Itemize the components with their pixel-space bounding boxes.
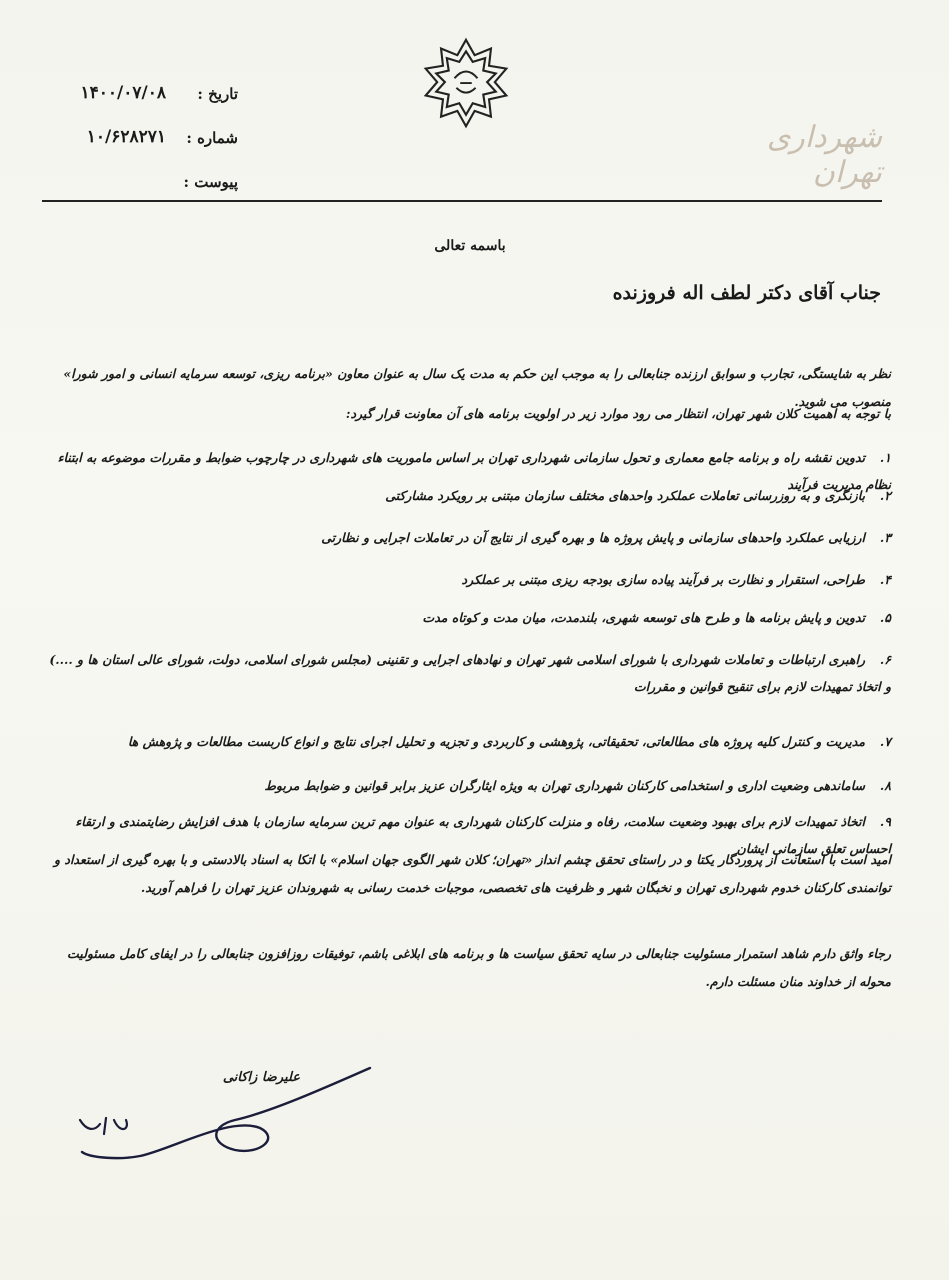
list-item: ۹.اتخاذ تمهیدات لازم برای بهبود وضعیت سلامت، رفاه و منزلت کارکنان شهرداری به عنوان مهم ترین سرمایه سازمان با هدف افزایش رضایتمندی و ارتقاء احساس تعلق سازمانی ایشان bbox=[75, 814, 891, 856]
hope-paragraph: امید است با استعانت از پروردگار یکتا و در راستای تحقق چشم انداز «تهران؛ کلان شهر الگوی جهان اسلام» با اتکا به اسناد بالادستی و با بهره گیری از استعداد و توانمندی کارکنان خدوم شهرداری تهران و نخبگان شهر و ظرفیت های تخصصی، موجبات خدمت رسانی به شهروندان عزیز تهران را فراهم آورید. bbox=[54, 852, 891, 895]
list-item: ۶.راهبری ارتباطات و تعاملات شهرداری با شورای اسلامی شهر تهران و نهادهای اجرایی و تقنینی (مجلس شورای اسلامی، دولت، شورای عالی استان ها و ....) و اتخاذ تمهیدات لازم برای تنقیح قوانین و مقررات bbox=[49, 652, 891, 694]
header-divider bbox=[42, 200, 882, 202]
intro-paragraph: نظر به شایستگی، تجارب و سوابق ارزنده جنابعالی را به موجب این حکم به مدت یک سال به عنوان معاون «برنامه ریزی، توسعه سرمایه انسانی و امور شورا» منصوب می شوید. bbox=[63, 366, 891, 409]
number-value: ۱۰/۶۲۸۲۷۱ bbox=[86, 127, 166, 147]
list-item: ۲.بازنگری و به روزرسانی تعاملات عملکرد واحدهای مختلف سازمان مبتنی بر رویکرد مشارکتی bbox=[385, 488, 891, 503]
priority-paragraph: با توجه به اهمیت کلان شهر تهران، انتظار می رود موارد زیر در اولویت برنامه های آن معاونت قرار گیرد: bbox=[345, 406, 891, 421]
attachment-row bbox=[38, 173, 238, 217]
signer-name: علیرضا زاکانی bbox=[222, 1070, 300, 1085]
list-item: ۸.ساماندهی وضعیت اداری و استخدامی کارکنان شهرداری تهران به ویژه ایثارگران عزیز برابر قوانین و ضوابط مربوط bbox=[264, 778, 891, 793]
bismillah: باسمه تعالی bbox=[434, 238, 506, 254]
list-item: ۷.مدیریت و کنترل کلیه پروژه های مطالعاتی، تحقیقاتی، پژوهشی و کاربردی و تجزیه و تحلیل اجرای نتایج و انواع کاربست مطالعات و پژوهش ها bbox=[127, 734, 891, 749]
brand-wordmark: شهرداری تهران bbox=[766, 120, 882, 190]
list-item: ۵.تدوین و پایش برنامه ها و طرح های توسعه شهری، بلندمدت، میان مدت و کوتاه مدت bbox=[422, 610, 891, 625]
tehran-municipality-emblem bbox=[418, 36, 514, 132]
date-label: تاریخ : bbox=[197, 85, 238, 103]
list-item: ۴.طراحی، استقرار و نظارت بر فرآیند پیاده سازی بودجه ریزی مبتنی بر عملکرد bbox=[461, 572, 891, 587]
list-item: ۳.ارزیابی عملکرد واحدهای سازمانی و پایش پروژه ها و بهره گیری از نتایج آن در تعاملات اجرایی و نظارتی bbox=[321, 530, 891, 545]
date-row bbox=[38, 85, 238, 129]
list-item: ۱.تدوین نقشه راه و برنامه جامع معماری و تحول سازمانی شهرداری تهران بر اساس ماموریت های شهرداری در چارچوب ضوابط و مقررات موضوعه به ابتناء نظام مدیریت فرآیند bbox=[57, 450, 891, 492]
addressee: جناب آقای دکتر لطف اله فروزنده bbox=[612, 282, 881, 304]
closing-paragraph: رجاء واثق دارم شاهد استمرار مسئولیت جنابعالی در سایه تحقق سیاست ها و برنامه های ابلاغی باشم، توفیقات روزافزون جنابعالی را در ایفای کامل مسئولیت محوله از خداوند منان مسئلت دارم. bbox=[67, 946, 891, 989]
number-label: شماره : bbox=[186, 129, 238, 147]
date-value: ۱۴۰۰/۰۷/۰۸ bbox=[80, 83, 166, 103]
letter-meta bbox=[38, 85, 238, 217]
attachment-label: پیوست : bbox=[183, 173, 238, 191]
number-row bbox=[38, 129, 238, 173]
signature-mark bbox=[60, 1060, 380, 1170]
